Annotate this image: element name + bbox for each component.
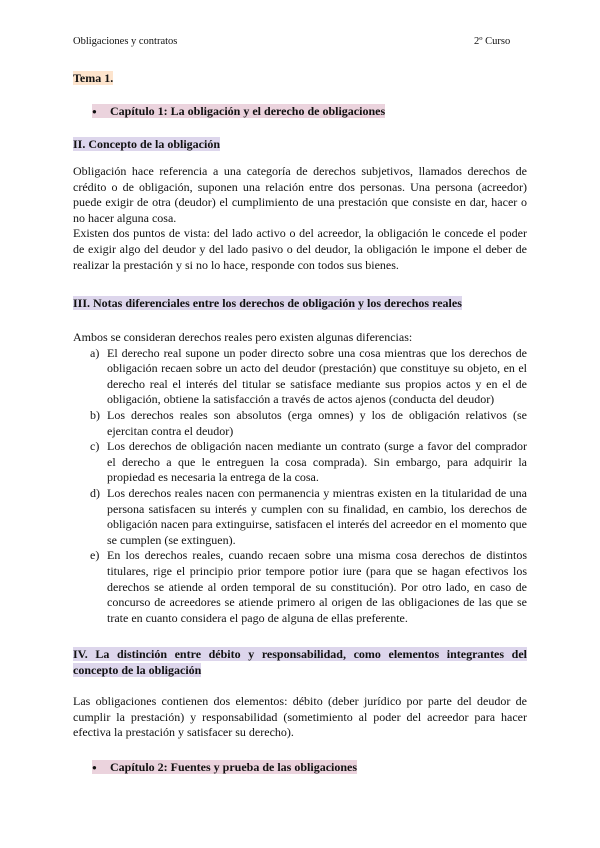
section3-heading: III. Notas diferenciales entre los derechos de obligación y los derechos reales bbox=[73, 296, 462, 310]
section4-heading: IV. La distinción entre débito y responsabilidad, como elementos integrantes del concepto de la obligación bbox=[73, 647, 527, 677]
chapter2-heading: ● Capítulo 2: Fuentes y prueba de las obligaciones bbox=[92, 760, 358, 774]
paragraph: Existen dos puntos de vista: del lado activo o del acreedor, la obligación le concede el poder de exigir algo del deudor y del lado pasivo o del deudor, la obligación le impone el deber de realizar la prestación y si no lo hace, responde con todos sus bienes. bbox=[73, 226, 527, 272]
header-left: Obligaciones y contratos bbox=[73, 36, 178, 47]
paragraph: Obligación hace referencia a una categoría de derechos subjetivos, llamados derechos de crédito o de obligación, suponen una relación entre dos personas. Una persona (acreedor) puede exigir de otra (deudor) el cumplimiento de una prestación que consiste en dar, hacer o no hacer alguna cosa. bbox=[73, 164, 527, 225]
tema-heading: Tema 1. bbox=[73, 71, 114, 85]
paragraph: Las obligaciones contienen dos elementos: débito (deber jurídico por parte del deudor de cumplir la prestación) y responsabilidad (sometimiento al poder del acreedor para hacer efectiva la prestación y satisfacer su derecho). bbox=[73, 694, 527, 740]
chapter1-heading: ● Capítulo 1: La obligación y el derecho de obligaciones bbox=[92, 104, 386, 118]
intro-paragraph: Ambos se consideran derechos reales pero existen algunas diferencias: bbox=[73, 330, 413, 344]
bullet-icon: ● bbox=[92, 763, 97, 772]
differences-list bbox=[73, 346, 527, 627]
section3-body bbox=[73, 330, 527, 626]
list-item: d) Los derechos reales nacen con permanencia y mientras existen en la titularidad de una persona satisfacen su interés y cumplen con su finalidad, en cambio, los derechos de obligación nacen para extinguirse, satisfacen el interés del acreedor en el momento que se cumplen (se extinguen). bbox=[90, 485, 527, 547]
list-item: e) En los derechos reales, cuando recaen sobre una misma cosa derechos de distintos titulares, rige el principio prior tempore potior iure (para que se hagan efectivos los derechos se atiende al orden temporal de su constitución). Por otro lado, en caso de concurso de acreedores se atiende primero al origen de las obligaciones de las que se trate en cuanto considera el pago de alguna de ellas preferente. bbox=[90, 548, 527, 625]
section4-body bbox=[73, 694, 527, 741]
header-right: 2º Curso bbox=[474, 36, 511, 47]
bullet-icon: ● bbox=[92, 107, 97, 116]
list-item: a) El derecho real supone un poder directo sobre una cosa mientras que los derechos de obligación recaen sobre un acto del deudor (prestación) que constituye su objeto, en el derecho real el interés del titular se satisface mediante sus propios actos y en el de obligación, obtiene la satisfacción a través de actos ajenos (conducta del deudor) bbox=[90, 345, 527, 407]
list-item: b) Los derechos reales son absolutos (erga omnes) y los de obligación relativos (se ejercitan contra el deudor) bbox=[90, 407, 527, 438]
list-item: c) Los derechos de obligación nacen mediante un contrato (surge a favor del comprador el derecho a que le entreguen la cosa comprada). Sin embargo, para adquirir la propiedad es necesaria la entrega de la cosa. bbox=[90, 439, 527, 485]
section2-body bbox=[73, 164, 527, 273]
section2-heading: II. Concepto de la obligación bbox=[73, 137, 221, 151]
